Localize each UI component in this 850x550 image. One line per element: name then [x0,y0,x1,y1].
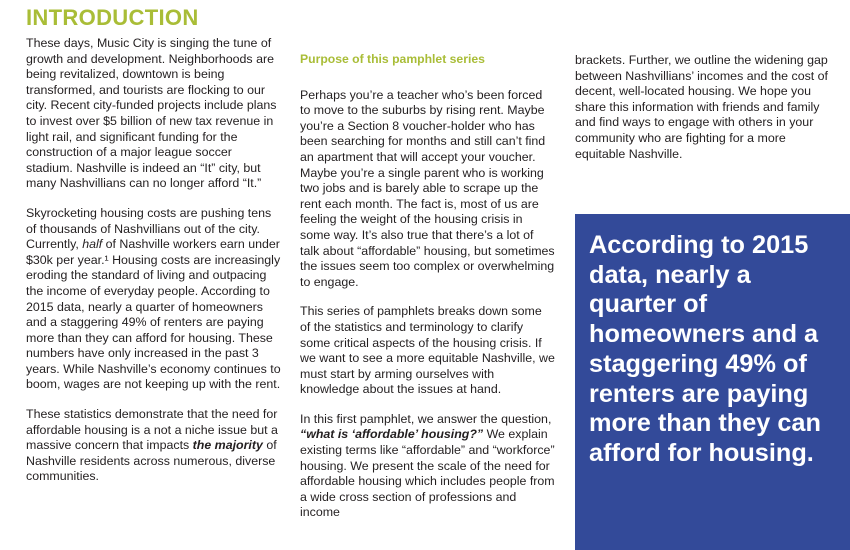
purpose-paragraph-1 [300,88,555,291]
purpose-paragraph-3 [300,412,555,521]
intro-p3-text-b: of Nashville residents across numerous, diverse communities. [26,438,277,484]
continuation-column [575,53,830,176]
intro-p3-text-a: These statistics demonstrate that the need for affordable housing is a not a niche issue but a massive concern that impacts [26,407,278,453]
intro-p3-emphasis: the majority [192,438,263,453]
purpose-p3-emphasis: “what is ‘affordable’ housing?” [300,427,484,442]
intro-paragraph-2 [26,206,281,393]
purpose-paragraph-2 [300,304,555,398]
callout-text: According to 2015 data, nearly a quarter of homeowners and a staggering 49% of renters are paying more than they can afford for housing. [589,231,821,467]
purpose-p3-text-b: We explain existing terms like “affordable” and “workforce” housing. We present the scale of the need for affordable housing which includes people from a wide cross section of professions and income [300,427,555,520]
intro-paragraph-1 [26,36,281,192]
purpose-p3-text-a: In this first pamphlet, we answer the question, [300,411,552,426]
purpose-paragraph-continued: brackets. Further, we outline the widening gap between Nashvillians’ incomes and the cost of decent, well-located housing. We hope you share this information with friends and family and find ways to engage with others in your community who are fighting for a more equitable Nashville. [575,53,828,161]
purpose-column [300,0,555,535]
statistic-callout-box [575,214,850,550]
intro-column [26,0,281,499]
intro-p2-text-b: of Nashville workers earn under $30k per year.¹ Housing costs are increasingly eroding the standard of living and outpacing the income of everyday people. According to 2015 data, nearly a quarter of homeowners and a staggering 49% of renters are paying more than they can afford for housing. These numbers have only increased in the past 3 years. While Nashville’s economy continues to boom, wages are not keeping up with the rent. [26,237,281,392]
intro-p1-text: These days, Music City is singing the tune of growth and development. Neighborhoods are being revitalized, downtown is being transformed, and tourists are flocking to our city. Recent city-funded projects include plans to invest over $5 billion of new tax revenue in light rail, and significant funding for the construction of a major league soccer stadium. Nashville is indeed an “It” city, but many Nashvillians can no longer afford “It.” [26,36,277,191]
purpose-p2-text: This series of pamphlets breaks down some of the statistics and terminology to clarify some critical aspects of the housing crisis. If we want to see a more equitable Nashville, we must start by arming ourselves with knowledge about the issues at hand. [300,304,555,397]
intro-p2-emphasis: half [82,237,103,252]
purpose-p1-text: Perhaps you’re a teacher who’s been forced to move to the suburbs by rising rent. Maybe you’re a Section 8 voucher-holder who has been searching for months and still can’t find an apartment that will accept your voucher. Maybe you’re a single parent who is working two jobs and is barely able to scrape up the rent each month. The fact is, most of us are feeling the weight of the housing crisis in some way. It’s also true that there’s a lot of talk about “affordable” housing, but sometimes the issues seem too complex or overwhelming to engage. [300,87,555,289]
intro-paragraph-3 [26,407,281,485]
intro-heading: INTRODUCTION [26,5,199,30]
purpose-subheading: Purpose of this pamphlet series [300,52,485,66]
intro-p2-text-a: Skyrocketing housing costs are pushing tens of thousands of Nashvillians out of the city. Currently, [26,205,272,252]
